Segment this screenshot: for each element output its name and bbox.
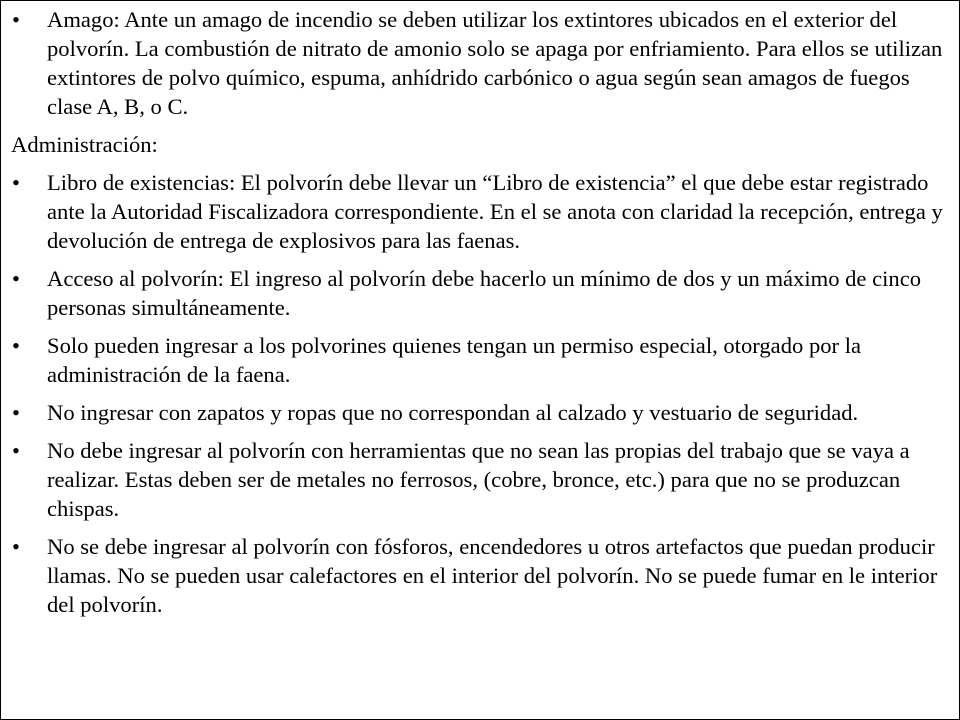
bullet-text: No debe ingresar al polvorín con herramientas que no sean las propias del trabajo que se vaya a realizar. Estas deben ser de metales no ferrosos, (cobre, bronce, etc.) para que no se produzcan chispas. <box>47 438 910 521</box>
bullet-item-libro-de-existencias <box>11 168 953 255</box>
bullet-icon: • <box>12 534 20 559</box>
bullet-text: Solo pueden ingresar a los polvorines quienes tengan un permiso especial, otorgado por la administración de la faena. <box>47 333 862 387</box>
bullet-text: Amago: Ante un amago de incendio se deben utilizar los extintores ubicados en el exterior del polvorín. La combustión de nitrato de amonio solo se apaga por enfriamiento. Para ellos se utilizan extintores de polvo químico, espuma, anhídrido carbónico o agua según sean amagos de fuegos clase A, B, o C. <box>47 7 943 119</box>
slide-content <box>11 5 953 628</box>
bullet-text: Acceso al polvorín: El ingreso al polvorín debe hacerlo un mínimo de dos y un máximo de cinco personas simultáneamente. <box>47 266 922 320</box>
bullet-item-vestuario <box>11 398 953 427</box>
bullet-text: Libro de existencias: El polvorín debe llevar un “Libro de existencia” el que debe estar registrado ante la Autoridad Fiscalizadora correspondiente. En el se anota con claridad la recepción, entrega y devolución de entrega de explosivos para las faenas. <box>47 170 943 253</box>
bullet-text: No ingresar con zapatos y ropas que no correspondan al calzado y vestuario de seguridad. <box>47 400 859 425</box>
bullet-item-acceso <box>11 264 953 322</box>
bullet-item-permiso <box>11 331 953 389</box>
bullet-item-amago <box>11 5 953 121</box>
bullet-icon: • <box>12 266 20 291</box>
bullet-icon: • <box>12 7 20 32</box>
bullet-icon: • <box>12 333 20 358</box>
bullet-icon: • <box>12 400 20 425</box>
bullet-text: No se debe ingresar al polvorín con fósforos, encendedores u otros artefactos que puedan producir llamas. No se pueden usar calefactores en el interior del polvorín. No se puede fumar en le interior del polvorín. <box>47 534 938 617</box>
bullet-icon: • <box>12 170 20 195</box>
bullet-item-llamas <box>11 532 953 619</box>
bullet-item-herramientas <box>11 436 953 523</box>
bullet-icon: • <box>12 438 20 463</box>
section-heading-administracion: Administración: <box>11 132 158 157</box>
